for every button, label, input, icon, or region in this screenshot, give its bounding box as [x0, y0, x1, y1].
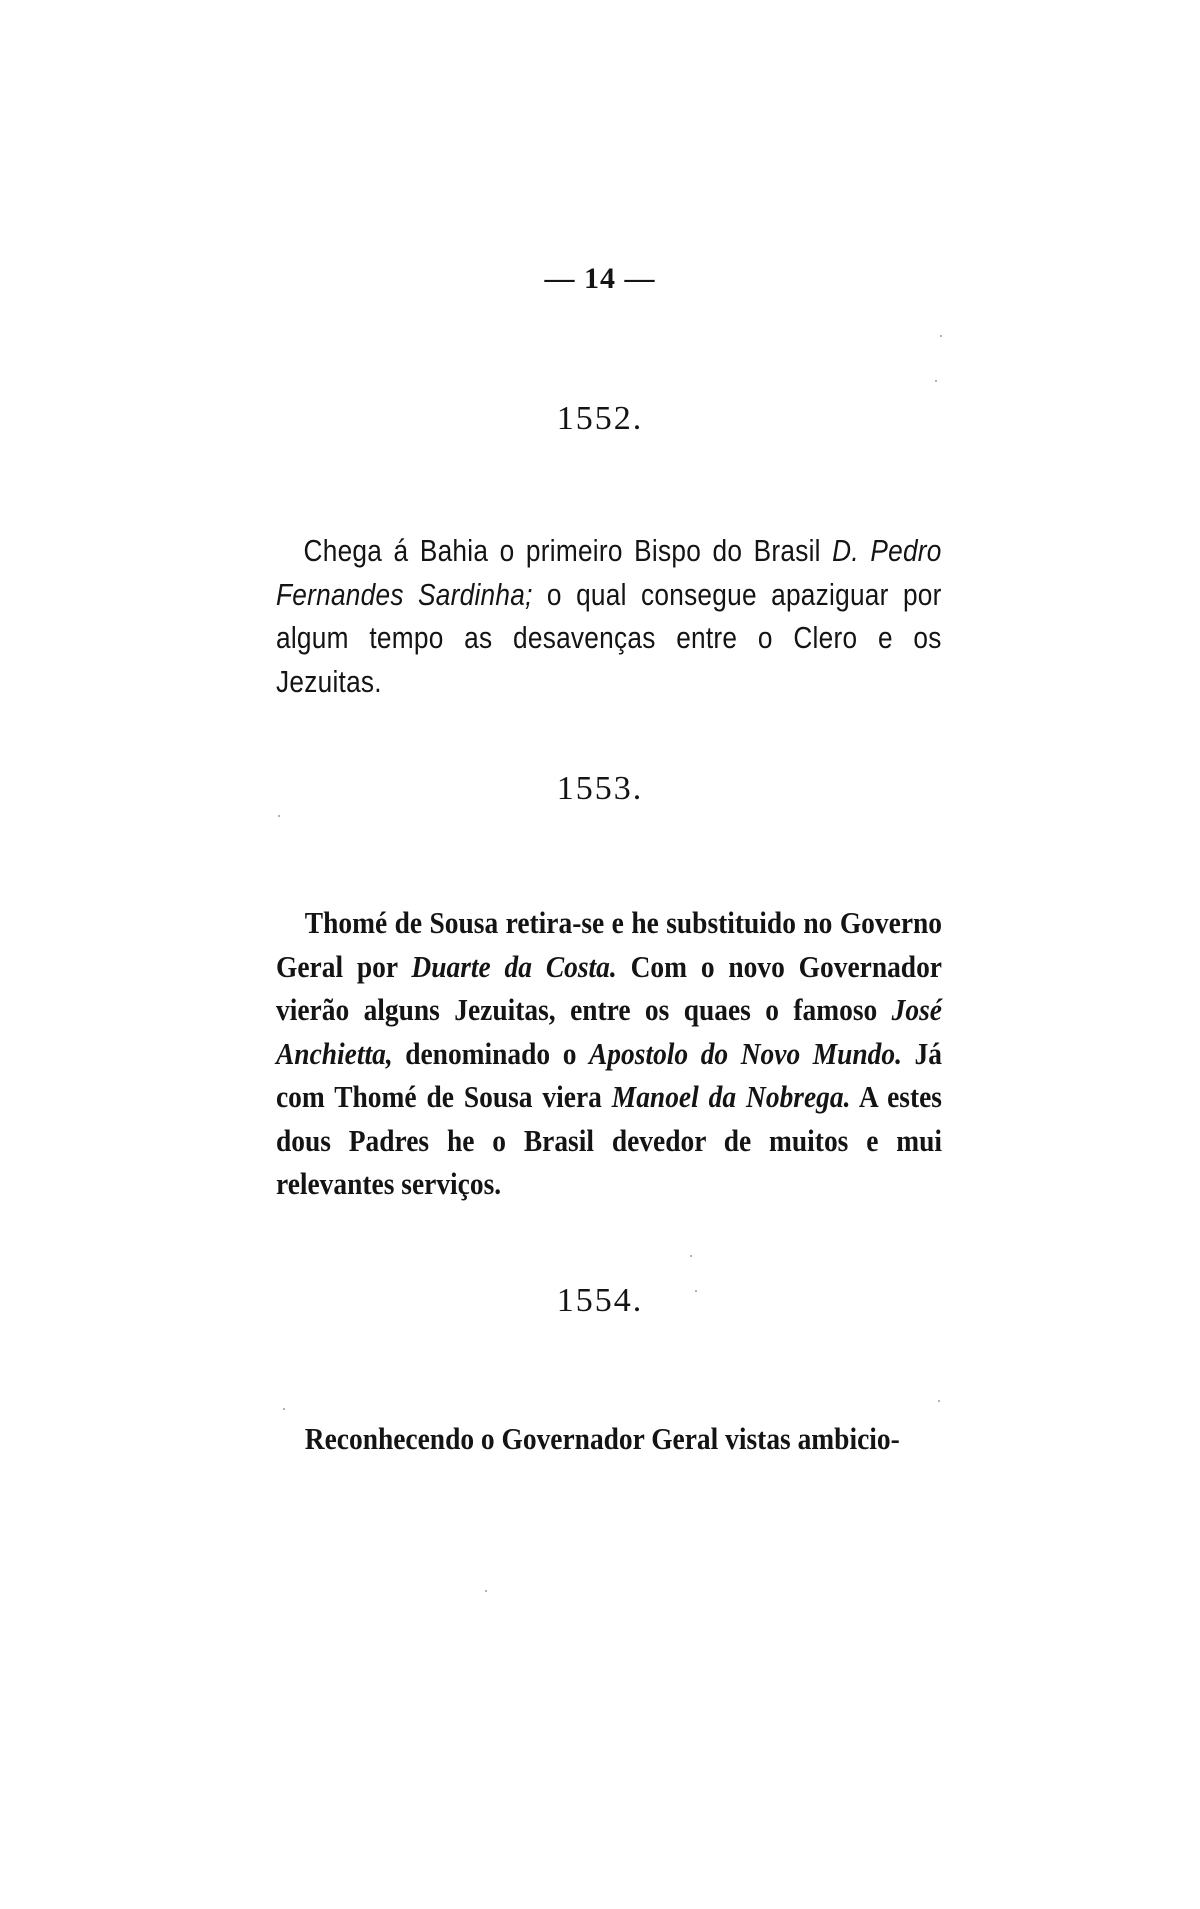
page-number: — 14 — [544, 262, 656, 295]
entry-paragraph-1554 [276, 1418, 942, 1462]
text-segment: o qual consegue apaziguar por algum tempo as desavenças entre o Clero e os Jezuitas. [276, 577, 942, 699]
print-speck [283, 1408, 285, 1410]
print-speck [938, 1400, 940, 1402]
text-segment: Chega á Bahia o primeiro Bispo do Brasil [303, 534, 833, 568]
print-speck [935, 380, 937, 382]
italic-title: Apostolo do Novo Mundo. [589, 1036, 902, 1071]
italic-name: José Anchietta, [276, 993, 942, 1071]
entry-paragraph-1553 [276, 902, 942, 1207]
print-speck [940, 335, 942, 337]
print-speck [485, 1590, 487, 1592]
text-segment: Reconhecendo o Governador Geral vistas ambicio- [304, 1422, 900, 1456]
print-speck [690, 1255, 692, 1257]
text-segment: denominado o [392, 1036, 590, 1071]
text-segment: Já com Thomé de Sousa viera [276, 1036, 942, 1114]
print-speck [695, 1290, 697, 1292]
italic-name: Manoel da Nobrega. [611, 1080, 851, 1114]
year-heading-1553: 1553. [556, 770, 644, 807]
year-heading-1552: 1552. [556, 400, 644, 437]
text-segment: Com o novo Governador vierão alguns Jezuitas, entre os quaes o famoso [276, 949, 942, 1027]
year-heading-1554: 1554. [556, 1282, 644, 1319]
text-segment: Thomé de Sousa retira-se e he substituido no Governo Geral por [276, 906, 942, 984]
text-segment: A estes dous Padres he o Brasil devedor de muitos e mui relevantes serviços. [276, 1080, 942, 1201]
print-speck [278, 815, 280, 817]
entry-paragraph-1552 [276, 530, 942, 704]
italic-name: Duarte da Costa. [411, 949, 617, 984]
italic-name: D. Pedro Fernandes Sardinha; [276, 534, 942, 612]
